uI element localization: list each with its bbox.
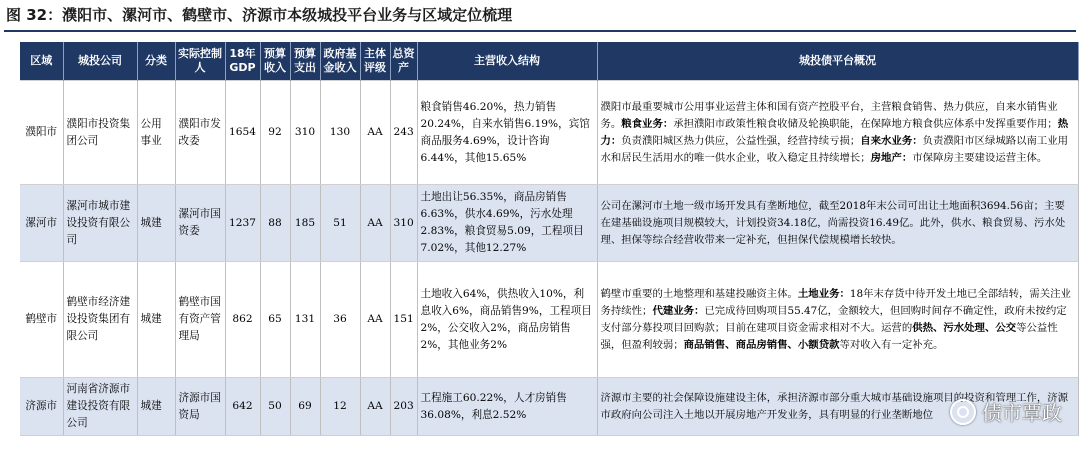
overview-text: 承担濮阳市政策性粮食收储及轮换职能，在保障地方粮食供应体系中发挥重要作用；: [673, 117, 1058, 130]
cell-fund-income: 130: [320, 81, 360, 185]
cell-region: 漯河市: [20, 185, 63, 262]
overview-keyword: 热力：: [600, 117, 1069, 147]
cell-budget-income: 65: [260, 262, 290, 378]
header-budget-expense: 预算支出: [290, 42, 320, 81]
cell-budget-expense: 310: [290, 81, 320, 185]
overview-keyword: 土地业务：: [797, 287, 850, 300]
overview-text: 濮阳市最重要城市公用事业运营主体和国有资产控股平台，主营粮食销售、热力供应，自来水销售业务。: [600, 100, 1058, 130]
table-row: [20, 81, 1078, 185]
cell-budget-expense: 185: [290, 185, 320, 262]
cell-budget-income: 88: [260, 185, 290, 262]
table-row: [20, 262, 1078, 378]
cell-revenue-structure: 粮食销售46.20%，热力销售20.24%，自来水销售6.19%，宾馆商品服务4.69%，设计咨询6.44%，其他15.65%: [417, 81, 597, 185]
wechat-channel-icon: [950, 399, 976, 425]
cell-company: 河南省济源市建设投资有限公司: [63, 378, 137, 436]
header-budget-income: 预算收入: [260, 42, 290, 81]
cell-fund-income: 51: [320, 185, 360, 262]
cell-region: 济源市: [20, 378, 63, 436]
cell-region: 濮阳市: [20, 81, 63, 185]
table-row: [20, 185, 1078, 262]
platform-table: [20, 42, 1079, 436]
overview-text: 鹤壁市重要的土地整理和基建投融资主体。: [600, 287, 798, 300]
header-fund-income: 政府基金收入: [320, 42, 360, 81]
overview-keyword: 自来水业务：: [860, 134, 923, 147]
cell-controller: 漯河市国资委: [175, 185, 225, 262]
cell-rating: AA: [360, 81, 390, 185]
cell-gdp: 642: [225, 378, 260, 436]
cell-revenue-structure: 土地出让56.35%，商品房销售6.63%，供水4.69%，污水处理2.83%，粮食贸易5.09，工程项目7.02%，其他12.27%: [417, 185, 597, 262]
cell-category: 城建: [137, 378, 175, 436]
overview-text: 公司在漯河市土地一级市场开发具有垄断地位，截至2018年末公司可出让土地面积3694.56亩；主要在建基础设施项目规模较大，计划投资34.18亿，尚需投资16.49亿。此外，供水、粮食贸易、污水处理、担保等综合经营收带来一定补充，但担保代偿规模增长较快。: [600, 199, 1066, 246]
cell-platform-overview: [597, 81, 1078, 185]
overview-keyword: 商品销售、商品房销售、小额贷款: [683, 338, 840, 351]
cell-category: 城建: [137, 262, 175, 378]
cell-rating: AA: [360, 185, 390, 262]
cell-company: 濮阳市投资集团公司: [63, 81, 137, 185]
overview-text: 负责濮阳城区热力供应，公益性强，经营持续亏损；: [621, 134, 861, 147]
overview-text: 市保障房主要建设运营主体。: [912, 151, 1048, 164]
overview-text: 等对收入有一定补充。: [839, 338, 944, 351]
overview-text: 济源市主要的社会保障设施建设主体，承担济源市部分重大城市基础设施项目的投资和管理工作，济源市政府向公司注入土地以开展房地产开发业务，具有明显的行业垄断地位: [600, 391, 1069, 421]
overview-text: 等公益性强，但盈利较弱；: [600, 321, 1058, 351]
header-platform-overview: 城投债平台概况: [597, 42, 1078, 81]
cell-assets: 310: [390, 185, 417, 262]
header-rating: 主体评级: [360, 42, 390, 81]
cell-assets: 151: [390, 262, 417, 378]
cell-assets: 243: [390, 81, 417, 185]
header-revenue-structure: 主营收入结构: [417, 42, 597, 81]
cell-company: 鹤壁市经济建设投资集团有限公司: [63, 262, 137, 378]
cell-budget-income: 92: [260, 81, 290, 185]
overview-text: 负责濮阳市区绿城路以南工业用水和居民生活用水的唯一供水企业，收入稳定且持续增长；: [600, 134, 1069, 164]
cell-assets: 203: [390, 378, 417, 436]
table-header-row: [20, 42, 1078, 81]
cell-controller: 鹤壁市国有资产管理局: [175, 262, 225, 378]
cell-category: 城建: [137, 185, 175, 262]
cell-platform-overview: [597, 185, 1078, 262]
header-assets: 总资产: [390, 42, 417, 81]
cell-region: 鹤壁市: [20, 262, 63, 378]
overview-text: 已完成待回购项目55.47亿，金额较大，但回购时间存不确定性，政府未按约定支付部分募投项目回购款；目前在建项目资金需求相对不大。运营的: [600, 304, 1067, 334]
overview-keyword: 房地产：: [870, 151, 913, 164]
overview-keyword: 代建业务：: [652, 304, 705, 317]
cell-controller: 济源市国资局: [175, 378, 225, 436]
watermark: [950, 397, 1062, 426]
cell-gdp: 1654: [225, 81, 260, 185]
overview-keyword: 粮食业务：: [621, 117, 674, 130]
cell-gdp: 1237: [225, 185, 260, 262]
cell-budget-expense: 131: [290, 262, 320, 378]
header-region: 区域: [20, 42, 63, 81]
header-gdp: 18年GDP: [225, 42, 260, 81]
cell-fund-income: 36: [320, 262, 360, 378]
title-divider: [4, 30, 1076, 32]
cell-budget-expense: 69: [290, 378, 320, 436]
watermark-text: 债市覃政: [982, 401, 1062, 425]
cell-revenue-structure: 土地收入64%，供热收入10%，利息收入6%，商品销售9%，工程项目2%，公交收入2%，商品房销售2%，其他业务2%: [417, 262, 597, 378]
cell-category: 公用事业: [137, 81, 175, 185]
overview-keyword: 供热、污水处理、公交: [912, 321, 1017, 334]
header-category: 分类: [137, 42, 175, 81]
cell-rating: AA: [360, 262, 390, 378]
cell-controller: 濮阳市发改委: [175, 81, 225, 185]
cell-revenue-structure: 工程施工60.22%，人才房销售36.08%，利息2.52%: [417, 378, 597, 436]
cell-company: 漯河市城市建设投资有限公司: [63, 185, 137, 262]
cell-platform-overview: [597, 262, 1078, 378]
cell-rating: AA: [360, 378, 390, 436]
overview-text: 18年末存货中待开发土地已全部结转，需关注业务持续性；: [600, 287, 1071, 317]
header-controller: 实际控制人: [175, 42, 225, 81]
cell-budget-income: 50: [260, 378, 290, 436]
table-row: [20, 378, 1078, 436]
figure-title: 图 32：濮阳市、漯河市、鹤壁市、济源市本级城投平台业务与区域定位梳理: [6, 6, 513, 24]
header-company: 城投公司: [63, 42, 137, 81]
cell-fund-income: 12: [320, 378, 360, 436]
cell-gdp: 862: [225, 262, 260, 378]
